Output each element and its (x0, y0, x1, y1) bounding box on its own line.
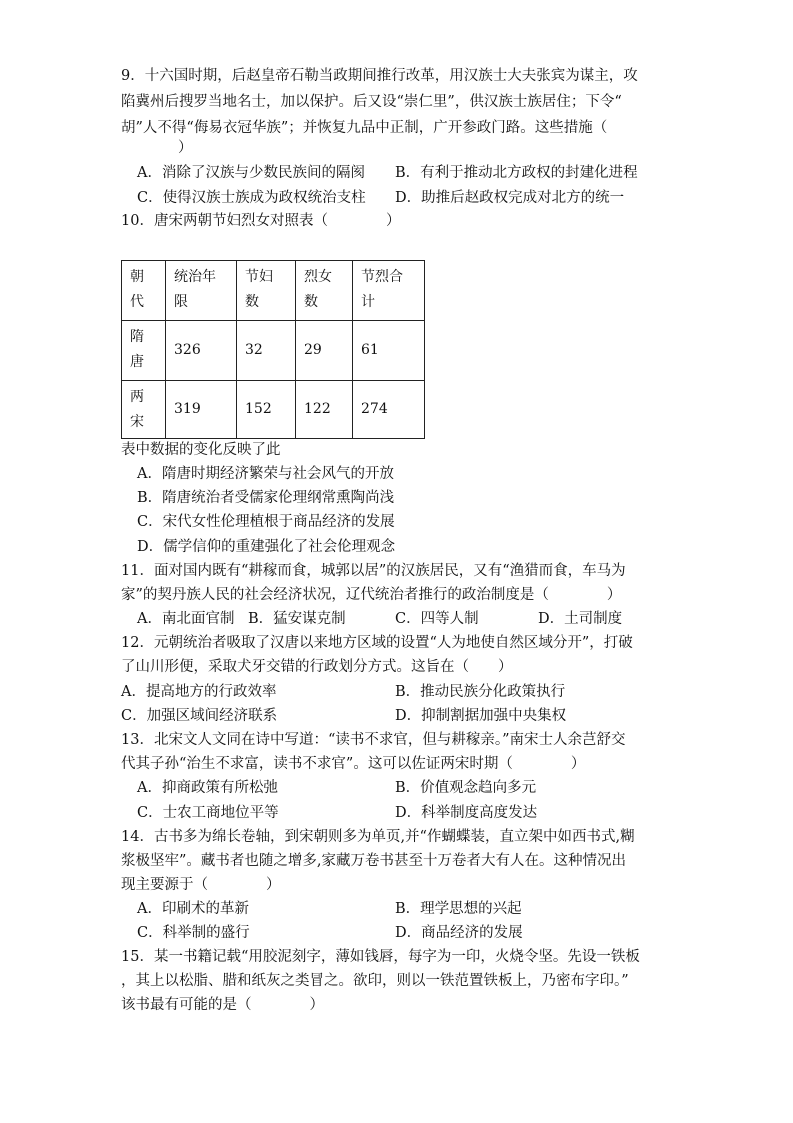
cell-years: 326 (166, 321, 237, 381)
table-row (122, 321, 425, 381)
q14-stem-line-3: 现主要源于（ ） (121, 877, 281, 893)
q14-stem-line-1: 14．古书多为绵长卷轴，到宋朝则多为单页,并“作蝴蝶装，直立架中如西书式,糊 (121, 829, 635, 845)
cell-martyred-women: 122 (296, 381, 353, 439)
cell-chaste-women: 32 (237, 321, 296, 381)
q11-option-c: C．四等人制 (395, 611, 479, 627)
header-cell-total: 节烈合 计 (353, 261, 425, 321)
row-dynasty-sui-tang: 隋 唐 (122, 321, 166, 381)
q13-option-c: C．士农工商地位平等 (137, 805, 279, 821)
q9-stem-line-4: ） (178, 140, 193, 156)
q14-option-a: A．印刷术的革新 (137, 901, 249, 917)
q11-option-d: D．土司制度 (538, 611, 623, 627)
table-header-row (122, 261, 425, 321)
header-cell-chaste-women: 节妇 数 (237, 261, 296, 321)
q9-option-a: A．消除了汉族与少数民族间的隔阂 (137, 165, 365, 181)
q14-option-d: D．商品经济的发展 (395, 925, 523, 941)
q14-option-b: B．理学思想的兴起 (395, 901, 522, 917)
q13-option-a: A．抑商政策有所松弛 (137, 780, 278, 796)
q13-option-d: D．科举制度高度发达 (395, 805, 538, 821)
cell-years: 319 (166, 381, 237, 439)
q15-stem-line-3: 该书最有可能的是（ ） (121, 997, 324, 1013)
q11-stem-line-1: 11．面对国内既有“耕稼而食，城郭以居”的汉族居民，又有“渔猎而食，车马为 (121, 563, 626, 579)
q9-option-c: C．使得汉族士族成为政权统治支柱 (137, 190, 366, 206)
row-dynasty-song: 两 宋 (122, 381, 166, 439)
q14-option-c: C．科举制的盛行 (137, 925, 250, 941)
cell-martyred-women: 29 (296, 321, 353, 381)
q12-option-b: B．推动民族分化政策执行 (395, 684, 566, 700)
q9-option-d: D．助推后赵政权完成对北方的统一 (395, 190, 625, 206)
q15-stem-line-1: 15．某一书籍记载“用胶泥刻字，薄如钱唇，每字为一印，火烧令坚。先设一铁板 (121, 949, 640, 965)
q10-option-d: D．儒学信仰的重建强化了社会伦理观念 (137, 539, 396, 555)
q9-stem-line-2: 陷冀州后搜罗当地名士，加以保护。后又设“崇仁里”，供汉族士族居住；下令“ (121, 94, 622, 110)
q13-stem-line-1: 13．北宋文人文同在诗中写道：“读书不求官，但与耕稼亲。”南宋士人余芑舒交 (121, 732, 626, 748)
q12-stem-line-2: 了山川形便，采取犬牙交错的行政划分方式。这旨在（ ） (121, 659, 513, 675)
q15-stem-line-2: ，其上以松脂、腊和纸灰之类冒之。欲印，则以一铁范置铁板上，乃密布字印。” (121, 973, 629, 989)
q12-option-d: D．抑制割据加强中央集权 (395, 708, 567, 724)
q10-option-c: C．宋代女性伦理植根于商品经济的发展 (137, 514, 395, 530)
q11-option-b: B．猛安谋克制 (248, 611, 346, 627)
q14-stem-line-2: 浆极坚牢”。藏书者也随之增多,家藏万卷书甚至十万卷者大有人在。这种情况出 (121, 853, 627, 869)
q12-option-a: A．提高地方的行政效率 (121, 684, 277, 700)
q10-stem: 10．唐宋两朝节妇烈女对照表（ ） (121, 213, 401, 229)
q13-stem-line-2: 代其子孙“治生不求富，读书不求官”。这可以佐证两宋时期（ ） (121, 756, 586, 772)
q9-option-b: B．有利于推动北方政权的封建化进程 (395, 165, 638, 181)
cell-chaste-women: 152 (237, 381, 296, 439)
header-cell-dynasty: 朝 代 (122, 261, 166, 321)
header-cell-years: 统治年 限 (166, 261, 237, 321)
q9-stem-line-3: 胡”人不得“侮易衣冠华族”；并恢复九品中正制，广开参政门路。这些措施（ (121, 120, 608, 136)
q11-option-a: A．南北面官制 (137, 611, 235, 627)
dynasty-comparison-table (121, 260, 425, 439)
q10-option-b: B．隋唐统治者受儒家伦理纲常熏陶尚浅 (137, 490, 395, 506)
q13-option-b: B．价值观念趋向多元 (395, 780, 537, 796)
q10-option-a: A．隋唐时期经济繁荣与社会风气的开放 (137, 466, 394, 482)
header-cell-martyred-women: 烈女 数 (296, 261, 353, 321)
q11-stem-line-2: 家”的契丹族人民的社会经济状况，辽代统治者推行的政治制度是（ ） (121, 587, 622, 603)
cell-total: 61 (353, 321, 425, 381)
q12-stem-line-1: 12．元朝统治者吸取了汉唐以来地方区域的设置“人为地使自然区域分开”，打破 (121, 635, 633, 651)
table-row (122, 381, 425, 439)
q9-stem-line-1: 9．十六国时期，后赵皇帝石勒当政期间推行改革，用汉族士大夫张宾为谋主，攻 (121, 68, 638, 84)
q10-after-table: 表中数据的变化反映了此 (121, 442, 281, 458)
cell-total: 274 (353, 381, 425, 439)
q12-option-c: C．加强区域间经济联系 (121, 708, 278, 724)
